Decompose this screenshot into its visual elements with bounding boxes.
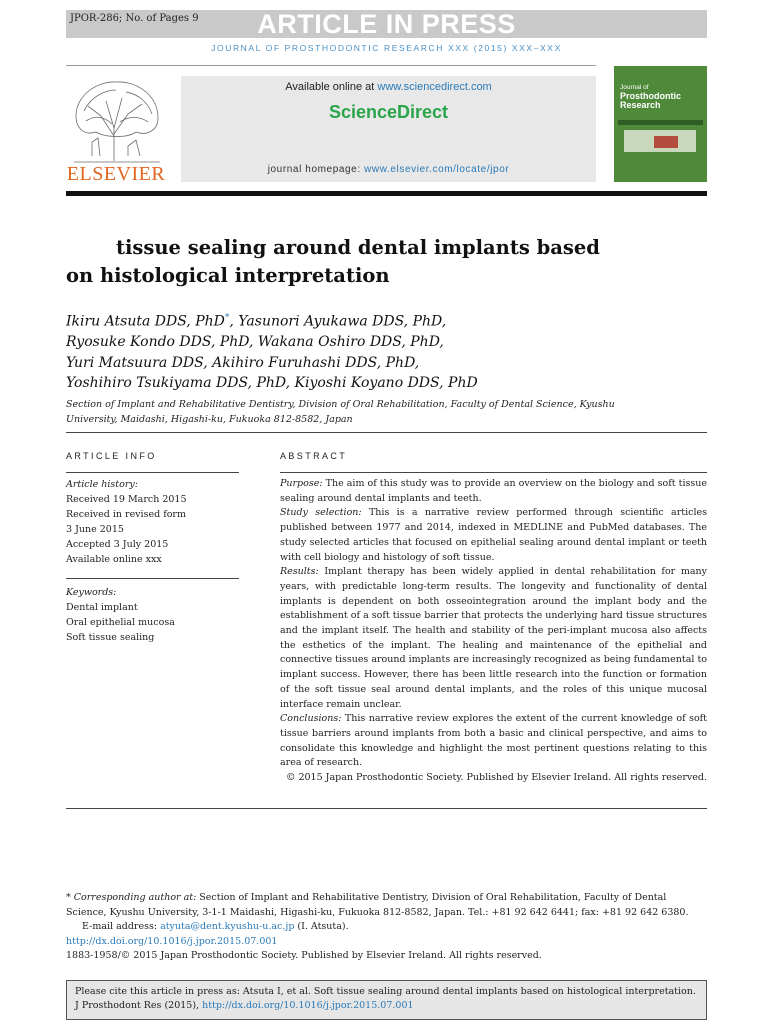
citation-doi-link[interactable]: http://dx.doi.org/10.1016/j.jpor.2015.07.001: [202, 1000, 414, 1011]
citation-body: Please cite this article in press as: Atsuta I, et al. Soft tissue sealing around dental implants based on histological interpretation. J Prosthodont Res (2015),: [75, 986, 696, 1011]
author-line: Yuri Matsuura DDS, Akihiro Furuhashi DDS, PhD,: [66, 354, 420, 371]
sciencedirect-logo: ScienceDirect: [328, 102, 449, 122]
sciencedirect-box: [181, 76, 596, 182]
banner-title: ARTICLE IN PRESS: [257, 9, 516, 39]
author-line: Yoshihiro Tsukiyama DDS, PhD, Kiyoshi Koyano DDS, PhD: [66, 375, 478, 392]
doi-link[interactable]: http://dx.doi.org/10.1016/j.jpor.2015.07.001: [66, 935, 278, 947]
available-prefix: Available online at: [285, 81, 378, 93]
abstract-results: [280, 565, 707, 712]
email-link[interactable]: atyuta@dent.kyushu-u.ac.jp: [160, 921, 295, 932]
conclusions-text: This narrative review explores the extent of the current knowledge of soft tissue barriers around implants from both a basic and clinical perspective, and aims to consolidate this knowledge and highlight the most pertinent questions relating to this area of research.: [280, 713, 707, 769]
title-line-2: on histological interpretation: [66, 264, 390, 287]
purpose-label: Purpose:: [280, 478, 323, 489]
pages-label: JPOR-286; No. of Pages 9: [70, 13, 199, 24]
results-text: Implant therapy has been widely applied in dental rehabilitation for many years, with predictable long-term results. The longevity and functionality of dental implants is dependent on both osseointegration around the implant body and the establishment of a soft tissue barrier that protects the underlying hard tissue structures and the implant itself. The health and stability of the peri-implant mucosa also affects the esthetics of the implant. The healing and maintenance of the epithelial and connective tissues around implants are increasingly recognized as being fundamental to implant success. However, there has been little research into the function or formation of the soft tissue seal around dental implants, and the roles of this unique mucosal interface remain unclear.: [280, 566, 707, 710]
divider: [66, 472, 239, 473]
article-in-press-banner: [66, 10, 707, 38]
article-title: [66, 234, 626, 290]
abstract-conclusions: [280, 712, 707, 771]
corresponding-label: * Corresponding author at:: [66, 892, 197, 903]
history-item: Available online xxx: [66, 554, 162, 565]
citation-box: [66, 980, 707, 1020]
purpose-text: The aim of this study was to provide an overview on the biology and soft tissue sealing around dental implants and teeth.: [280, 478, 707, 504]
cover-band: [618, 120, 703, 125]
abstract-study-selection: [280, 506, 707, 565]
keyword: Dental implant: [66, 602, 138, 613]
sciencedirect-link[interactable]: www.sciencedirect.com: [377, 81, 492, 93]
author-line: Ikiru Atsuta DDS, PhD: [66, 313, 225, 330]
selection-label: Study selection:: [280, 507, 362, 519]
keywords-label: Keywords:: [66, 587, 117, 598]
conclusions-label: Conclusions:: [280, 713, 342, 725]
available-online: [181, 81, 596, 93]
email-line: [66, 920, 707, 935]
affiliation: Section of Implant and Rehabilitative Dentistry, Division of Oral Rehabilitation, Faculty of Dental Science, Kyushu University, Maidashi, Higashi-ku, Fukuoka 812-8582, Japan: [66, 399, 615, 425]
elsevier-wordmark: ELSEVIER: [66, 163, 166, 185]
journal-homepage: [181, 164, 596, 175]
cover-title: Prosthodontic Research: [620, 91, 681, 110]
title-line-1: tissue sealing around dental implants based: [116, 236, 600, 259]
email-suffix: (I. Atsuta).: [294, 921, 349, 932]
history-item: Received in revised form: [66, 509, 186, 520]
issn-line: 1883-1958/© 2015 Japan Prosthodontic Society. Published by Elsevier Ireland. All rights reserved.: [66, 950, 542, 961]
header-rule: [66, 191, 707, 196]
history-item: Accepted 3 July 2015: [66, 539, 169, 550]
citation-text: [75, 985, 700, 1013]
email-prefix: E-mail address:: [82, 921, 161, 932]
abstract-heading: ABSTRACT: [280, 451, 348, 461]
divider: [280, 472, 707, 473]
corresponding-author-note: [66, 891, 707, 920]
keyword: Soft tissue sealing: [66, 632, 155, 643]
journal-cover: [614, 66, 707, 182]
article-info-heading: ARTICLE INFO: [66, 451, 157, 461]
corresponding-author-mark[interactable]: *: [224, 313, 230, 323]
journal-running-head: JOURNAL OF PROSTHODONTIC RESEARCH XXX (2015) XXX–XXX: [211, 43, 562, 53]
divider: [66, 432, 707, 433]
corresponding-text: Section of Implant and Rehabilitative Dentistry, Division of Oral Rehabilitation, Faculty of Dental Science, Kyushu University, 3-1-1 Maidashi, Higashi-ku, Fukuoka 812-8582, Japan. Tel.: +81 92 642 6441; fax: +81 92 642 6380.: [66, 892, 689, 918]
copyright-notice: © 2015 Japan Prosthodontic Society. Published by Elsevier Ireland. All rights reserved.: [285, 772, 707, 784]
article-history: [66, 477, 239, 567]
divider: [66, 65, 596, 66]
doi-line: [66, 935, 707, 950]
journal-homepage-link[interactable]: www.elsevier.com/locate/jpor: [364, 164, 510, 175]
author-list: [66, 308, 586, 394]
abstract-purpose: [280, 477, 707, 506]
author-line: Ryosuke Kondo DDS, PhD, Wakana Oshiro DDS, PhD,: [66, 334, 444, 351]
history-item: Received 19 March 2015: [66, 494, 187, 505]
cover-subtitle: Journal of: [620, 84, 649, 91]
keywords: [66, 585, 239, 645]
keyword: Oral epithelial mucosa: [66, 617, 175, 628]
cover-figure-inset: [654, 136, 678, 148]
footnotes: [66, 891, 707, 964]
homepage-prefix: journal homepage:: [267, 164, 365, 175]
divider: [66, 808, 707, 809]
selection-text: This is a narrative review performed through scientific articles published between 1977 and 2014, indexed in MEDLINE and PubMed databases. The study selected articles that focused on epithelial sealing around dental implant or teeth with cell biology and histology of soft tissue.: [280, 507, 707, 563]
author-line: , Yasunori Ayukawa DDS, PhD,: [229, 313, 447, 330]
divider: [66, 578, 239, 579]
history-item: 3 June 2015: [66, 524, 124, 535]
abstract-body: [280, 477, 707, 786]
results-label: Results:: [280, 566, 319, 578]
history-label: Article history:: [66, 479, 138, 490]
